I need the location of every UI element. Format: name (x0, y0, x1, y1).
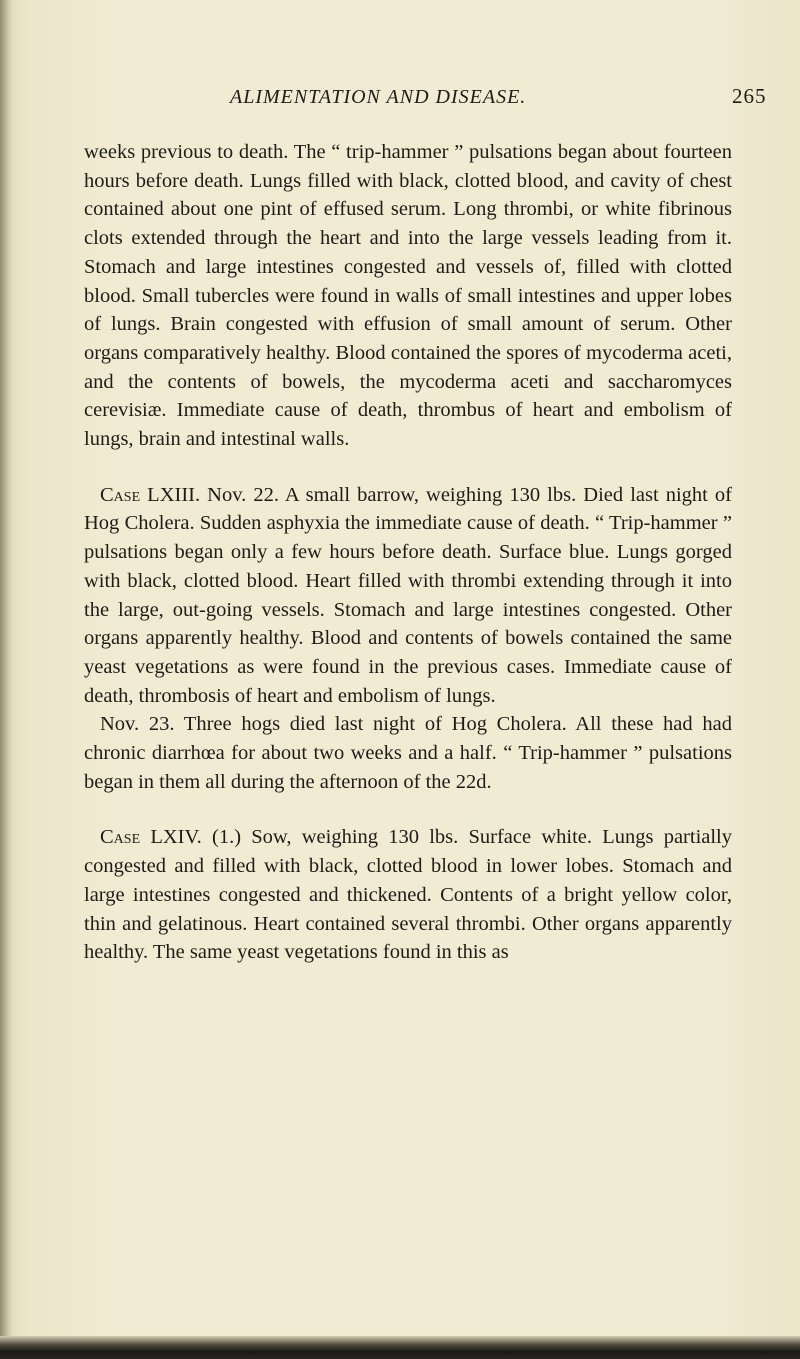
paragraph-body: Nov. 22. A small barrow, weighing 130 lbs. Died last night of Hog Cholera. Sudden asphyxia the immediate cause of death. “ Trip-hammer ” pulsations began only a few hours before death. Surface blue. Lungs gorged with black, clotted blood. Heart filled with thrombi extending through it into the large, out-going vessels. Stomach and large intestines congested. Other organs apparently healthy. Blood and contents of bowels contained the same yeast vegetations as were found in the previous cases. Immediate cause of death, thrombosis of heart and embolism of lungs. (84, 483, 733, 707)
paragraph-continuation: weeks previous to death. The “ trip-hammer ” pulsations began about fourteen hours before death. Lungs filled with black, clotted blood, and cavity of chest contained about one pint of effused serum. Long thrombi, or white fibrinous clots extended through the heart and into the large vessels leading from it. Stomach and large intestines congested and vessels of, filled with clotted blood. Small tubercles were found in walls of small intestines and upper lobes of lungs. Brain congested with effusion of small amount of serum. Other organs comparatively healthy. Blood contained the spores of mycoderma aceti, and the contents of bowels, the mycoderma aceti and saccharomyces cerevisiæ. Immediate cause of death, thrombus of heart and embolism of lungs, brain and intestinal walls. (84, 141, 732, 451)
page-number: 265 (732, 84, 767, 108)
paragraph-case-lxiv (84, 823, 732, 967)
running-title: ALIMENTATION AND DISEASE. (230, 86, 527, 108)
paragraph-body: (1.) Sow, weighing 130 lbs. Surface white. Lungs partially congested and filled with black, clotted blood in lower lobes. Stomach and large intestines congested and thickened. Contents of a bright yellow color, thin and gelatinous. Heart contained several thrombi. Other organs apparently healthy. The same yeast vegetations found in this as (84, 826, 733, 964)
paragraph-nov-23: Nov. 23. Three hogs died last night of Hog Cholera. All these had had chronic diarrhœa for about two weeks and a half. “ Trip-hammer ” pulsations began in them all during the afternoon of the 22d. (84, 713, 732, 793)
paragraph-case-lxiii (84, 481, 732, 711)
binding-edge-shadow (0, 0, 14, 1359)
body-text (84, 138, 732, 967)
page-bottom-edge (0, 1336, 800, 1359)
case-heading: Case LXIV. (100, 826, 202, 849)
case-heading: Case LXIII. (100, 483, 201, 506)
